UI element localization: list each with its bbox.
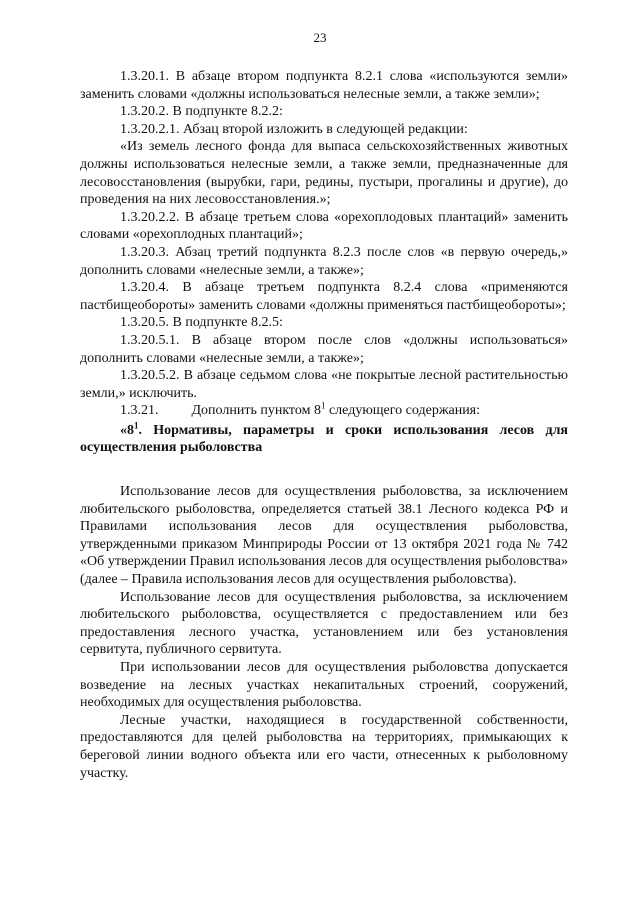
paragraph-fishing-land: Лесные участки, находящиеся в государственной собственности, предоставляются для целей рыболовства на территориях, примыкающих к береговой линии водного объекта или его части, отнесенных к рыболовному участку. (80, 712, 568, 781)
paragraph-1-3-20-4: 1.3.20.4. В абзаце третьем подпункта 8.2.4 слова «применяются пастбищеобороты» заменить словами «должны применяться пастбищеобороты»; (80, 280, 568, 313)
item-number: 1.3.21. (120, 403, 159, 419)
paragraph-1-3-20-2-2: 1.3.20.2.2. В абзаце третьем слова «орехоплодовых плантаций» заменить словами «орехоплодных плантаций»; (80, 209, 568, 243)
paragraph-1-3-20-1: 1.3.20.1. В абзаце втором подпункта 8.2.1 слова «используются земли» заменить словами «должны использоваться нелесные земли, а также земли»; (80, 69, 568, 102)
paragraph-fishing-procedure: Использование лесов для осуществления рыболовства, за исключением любительского рыболовства, осуществляется с предоставлением или без предоставления лесного участка, установлением или без установления сервитута, публичного сервитута. (80, 589, 568, 658)
paragraph-1-3-20-2-1: 1.3.20.2.1. Абзац второй изложить в следующей редакции: (120, 121, 468, 137)
paragraph-fishing-use: Использование лесов для осуществления рыболовства, за исключением любительского рыболовства, определяется статьей 38.1 Лесного кодекса РФ и Правилами использования лесов для осуществления рыболовства, утвержденными приказом Минприроды России от 13 октября 2021 года № 742 «Об утверждении Правил использования лесов для осуществления рыболовства» (далее – Правила использования лесов для осуществления рыболовства). (80, 484, 568, 588)
item-superscript: 1 (320, 400, 326, 411)
section-heading-prefix: «8 (120, 422, 134, 438)
paragraph-1-3-21 (80, 402, 568, 420)
section-heading (80, 422, 568, 457)
paragraph-1-3-20-5-2: 1.3.20.5.2. В абзаце седьмом слова «не покрытые лесной растительностью земли,» исключить. (80, 368, 568, 401)
page-number: 23 (313, 30, 327, 45)
paragraph-1-3-20-3: 1.3.20.3. Абзац третий подпункта 8.2.3 после слов «в первую очередь,» дополнить словами «нелесные земли, а также»; (80, 244, 568, 278)
item-text-tail: следующего содержания: (325, 403, 481, 419)
spacer (80, 457, 568, 483)
paragraph-1-3-20-5-1: 1.3.20.5.1. В абзаце втором после слов «должны использоваться» дополнить словами «нелесные земли, а также»; (80, 332, 568, 366)
paragraph-quote-pasture: «Из земель лесного фонда для выпаса сельскохозяйственных животных должны использоваться нелесные земли, а также земли, предназначенные для лесовосстановления (вырубки, гари, редины, пустыри, прогалины и другие), до проведения на них лесовосстановления.»; (80, 139, 568, 208)
document-body (80, 68, 568, 782)
section-heading-title: . Нормативы, параметры и сроки использования лесов для осуществления рыболовства (80, 422, 568, 456)
section-heading-superscript: 1 (134, 420, 139, 431)
paragraph-1-3-20-5: 1.3.20.5. В подпункте 8.2.5: (120, 315, 283, 331)
item-text: Дополнить пунктом 8 (191, 403, 321, 419)
paragraph-1-3-20-2: 1.3.20.2. В подпункте 8.2.2: (120, 104, 283, 120)
paragraph-fishing-structures: При использовании лесов для осуществления рыболовства допускается возведение на лесных участках некапитальных строений, сооружений, необходимых для осуществления рыболовства. (80, 660, 568, 711)
